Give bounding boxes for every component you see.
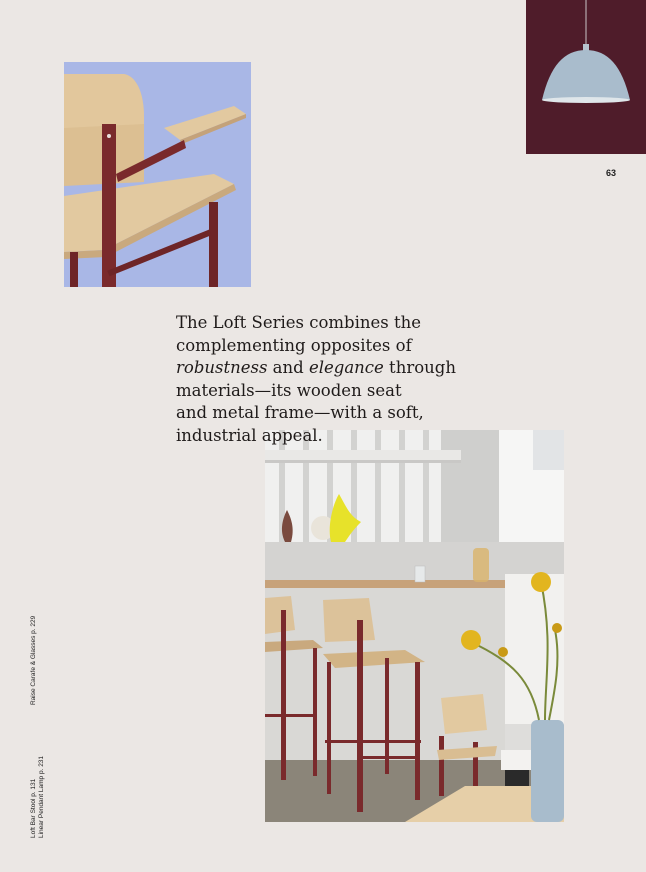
- bar-stool-scene-photo: [265, 430, 564, 822]
- emphasis-elegance: elegance: [308, 358, 384, 377]
- quote-text: through: [383, 358, 456, 377]
- pendant-lamp-photo: [526, 0, 646, 154]
- quote-text: and: [267, 358, 309, 377]
- loft-chair-photo: [64, 62, 251, 287]
- quote-line: industrial appeal.: [176, 425, 323, 445]
- quote-line: The Loft Series combines the: [176, 313, 422, 332]
- quote-line: materials—its wooden seat: [176, 380, 402, 400]
- quote-line: [176, 357, 476, 380]
- quote-line: and metal frame—with a soft,: [176, 403, 424, 422]
- credit-linear-pendant: Linear Pendant Lamp p. 231: [38, 755, 45, 838]
- emphasis-robustness: robustness: [176, 358, 268, 377]
- page-number: 63: [605, 168, 616, 178]
- credit-loft-bar-stool: Loft Bar Stool p. 131: [30, 778, 37, 838]
- quote-line: complementing opposites of: [176, 335, 412, 355]
- credit-raise-carafe: Raise Carafe & Glasses p. 229: [30, 615, 37, 705]
- feature-quote: [176, 312, 476, 447]
